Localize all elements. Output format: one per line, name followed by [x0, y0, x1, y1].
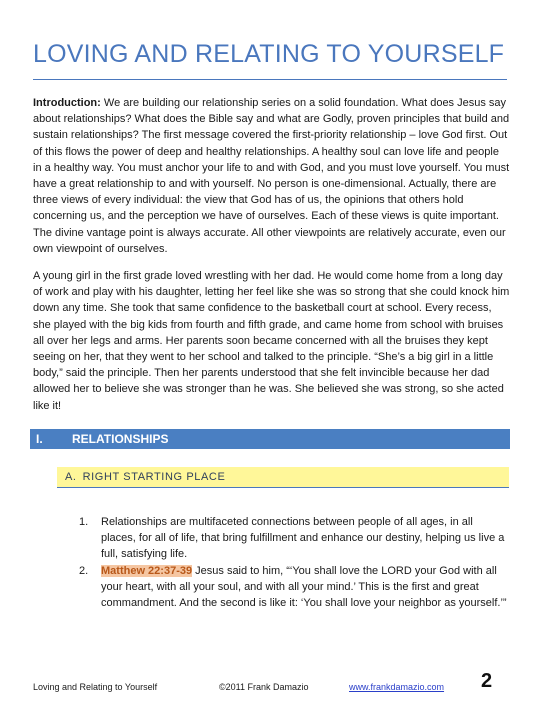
list-item-number: 2. [79, 565, 89, 577]
subsection-letter: A. [65, 471, 77, 483]
intro-text: We are building our relationship series on a solid foundation. What does Jesus say about relationships? What does the Bible say and what are Godly, proven principles that build and sustain relationships? The first message covered the first-priority relationship – love God first. Out of this flows the power of deep and healthy relationships. A healthy soul can love life and people in a healthy way. You must anchor your life to and with God, and you must love yourself. You must have a great relationship to and with yourself. No person is one-dimensional. Actually, there are three views of every individual: the view that God has of us, the opinions that others hold concerning us, and the perception we have of ourselves. Each of these views is quite important. The divine vantage point is always accurate. All other viewpoints are relatively accurate, even our own viewpoint of ourselves. [33, 97, 510, 255]
subsection-heading [57, 467, 509, 488]
page-footer [33, 682, 508, 696]
page-title: LOVING AND RELATING TO YOURSELF [33, 40, 505, 68]
page-number: 2 [481, 670, 493, 692]
footer-website-link[interactable]: www.frankdamazio.com [349, 682, 445, 692]
story-paragraph: A young girl in the first grade loved wrestling with her dad. He would come home from a long day of work and play with his daughter, letting her feel like she was so strong that she could knock him down any time. She took that same confidence to the basketball court at school. Every recess, she played with the big kids from fourth and fifth grade, and came home from school with bruises all over her legs and arms. Her parents soon became concerned with all the bruises they kept seeing on her, that they went to her school and talked to the principle. “She’s a big girl in a little body,” said the principle. Then her parents understood that she felt invincible because her dad allowed her to believe she was stronger than he was. She believed she was strong, so she acted like it! [33, 270, 510, 412]
list-item-body [101, 563, 509, 612]
subsection-label: RIGHT STARTING PLACE [82, 471, 226, 483]
footer-title: Loving and Relating to Yourself [33, 682, 158, 692]
intro-paragraph [33, 95, 510, 257]
scripture-reference-link[interactable]: Matthew 22:37-39 [101, 565, 193, 577]
section-number: I. [36, 432, 43, 446]
title-divider [33, 79, 507, 80]
section-heading [30, 429, 510, 449]
list-item-text: Relationships are multifaceted connections between people of all ages, in all places, for all of life, that bring fulfillment and enhance our destiny, helping us live a full, satisfying life. [101, 516, 505, 561]
list-item [79, 563, 509, 612]
footer-copyright: ©2011 Frank Damazio [219, 682, 309, 692]
intro-label: Introduction: [33, 97, 101, 109]
list-item [79, 514, 509, 563]
list-item-text: Jesus said to him, “‘You shall love the LORD your God with all your heart, with all your soul, and with all your mind.’ This is the first and great commandment. And the second is like it: ‘You shall love your neighbor as yourself.’” [101, 565, 507, 610]
list-item-number: 1. [79, 516, 89, 528]
section-label: RELATIONSHIPS [72, 432, 169, 446]
